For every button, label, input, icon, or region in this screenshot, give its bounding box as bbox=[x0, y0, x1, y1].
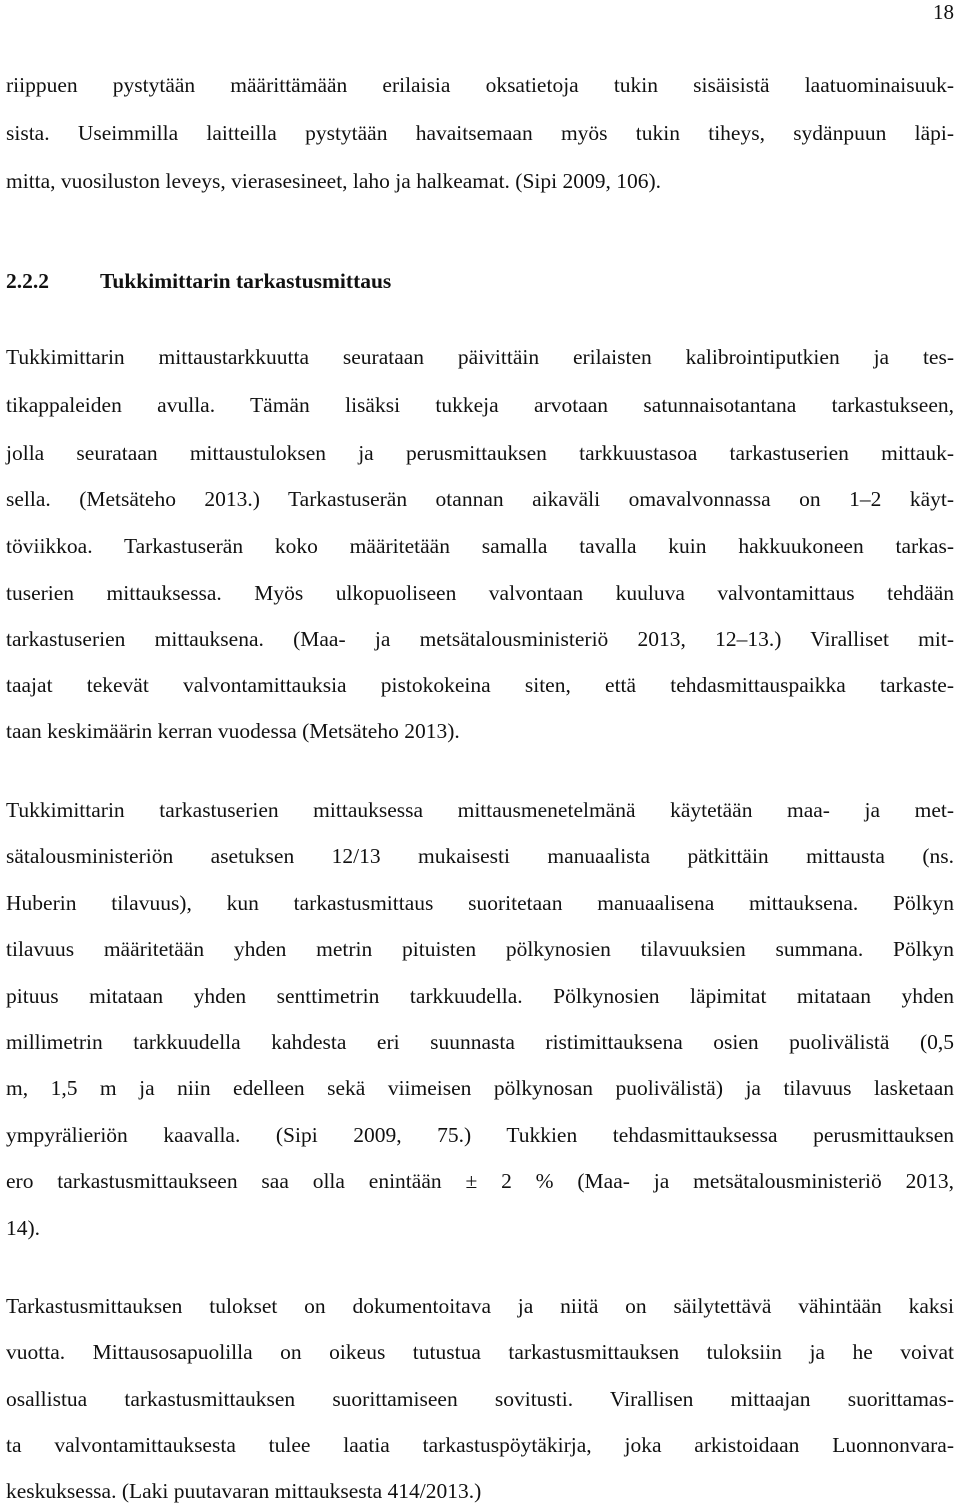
paragraph-line: pituus mitataan yhden senttimetrin tarkkuudella. Pölkynosien läpimitat mitataan yhden bbox=[6, 984, 954, 1008]
paragraph-line: taan keskimäärin kerran vuodessa (Metsäteho 2013). bbox=[6, 719, 460, 743]
paragraph-line: Tukkimittarin mittaustarkkuutta seurataan päivittäin erilaisten kalibrointiputkien ja tes- bbox=[6, 345, 954, 369]
intro-line: sista. Useimmilla laitteilla pystytään havaitsemaan myös tukin tiheys, sydänpuun läpi- bbox=[6, 121, 954, 145]
paragraph-line: 14). bbox=[6, 1216, 41, 1240]
paragraph-line: Huberin tilavuus), kun tarkastusmittaus suoritetaan manuaalisena mittauksena. Pölkyn bbox=[6, 891, 954, 915]
paragraph-line: m, 1,5 m ja niin edelleen sekä viimeisen pölkynosan puolivälistä) ja tilavuus lasketaan bbox=[6, 1076, 954, 1100]
section-number: 2.2.2 bbox=[6, 269, 49, 293]
paragraph-line: tuserien mittauksessa. Myös ulkopuoliseen valvontaan kuuluva valvontamittaus tehdään bbox=[6, 581, 954, 605]
paragraph-line: jolla seurataan mittaustuloksen ja perusmittauksen tarkkuustasoa tarkastuserien mittauk- bbox=[6, 441, 954, 465]
paragraph-line: sella. (Metsäteho 2013.) Tarkastuserän otannan aikaväli omavalvonnassa on 1–2 käyt- bbox=[6, 487, 954, 511]
intro-line: mitta, vuosiluston leveys, vierasesineet, laho ja halkeamat. (Sipi 2009, 106). bbox=[6, 169, 662, 193]
paragraph-line: töviikkoa. Tarkastuserän koko määritetään samalla tavalla kuin hakkuukoneen tarkas- bbox=[6, 534, 954, 558]
section-title: Tukkimittarin tarkastusmittaus bbox=[100, 269, 392, 293]
paragraph-line: keskuksessa. (Laki puutavaran mittauksesta 414/2013.) bbox=[6, 1479, 482, 1503]
paragraph-line: Tukkimittarin tarkastuserien mittauksessa mittausmenetelmänä käytetään maa- ja met- bbox=[6, 798, 954, 822]
paragraph-line: millimetrin tarkkuudella kahdesta eri suunnasta ristimittauksena osien puolivälistä (0,5 bbox=[6, 1030, 954, 1054]
intro-line: riippuen pystytään määrittämään erilaisia oksatietoja tukin sisäisistä laatuominaisuuk- bbox=[6, 73, 954, 97]
paragraph-line: tilavuus määritetään yhden metrin pituisten pölkynosien tilavuuksien summana. Pölkyn bbox=[6, 937, 954, 961]
paragraph-line: vuotta. Mittausosapuolilla on oikeus tutustua tarkastusmittauksen tuloksiin ja he voivat bbox=[6, 1340, 954, 1364]
paragraph-line: tarkastuserien mittauksena. (Maa- ja metsätalousministeriö 2013, 12–13.) Viralliset mit- bbox=[6, 627, 954, 651]
paragraph-line: ero tarkastusmittaukseen saa olla enintään ± 2 % (Maa- ja metsätalousministeriö 2013, bbox=[6, 1169, 954, 1193]
paragraph-line: tikappaleiden avulla. Tämän lisäksi tukkeja arvotaan satunnaisotantana tarkastukseen, bbox=[6, 393, 954, 417]
paragraph-line: ympyrälieriön kaavalla. (Sipi 2009, 75.) Tukkien tehdasmittauksessa perusmittauksen bbox=[6, 1123, 954, 1147]
section-heading bbox=[6, 268, 391, 294]
paragraph-line: osallistua tarkastusmittauksen suorittamiseen sovitusti. Virallisen mittaajan suorittamas- bbox=[6, 1387, 954, 1411]
paragraph-line: taajat tekevät valvontamittauksia pistokokeina siten, että tehdasmittauspaikka tarkaste- bbox=[6, 673, 954, 697]
page-number: 18 bbox=[933, 0, 954, 24]
paragraph-line: ta valvontamittauksesta tulee laatia tarkastuspöytäkirja, joka arkistoidaan Luonnonvara- bbox=[6, 1433, 954, 1457]
paragraph-line: Tarkastusmittauksen tulokset on dokumentoitava ja niitä on säilytettävä vähintään kaksi bbox=[6, 1294, 954, 1318]
paragraph-line: sätalousministeriön asetuksen 12/13 mukaisesti manuaalista pätkittäin mittausta (ns. bbox=[6, 844, 954, 868]
